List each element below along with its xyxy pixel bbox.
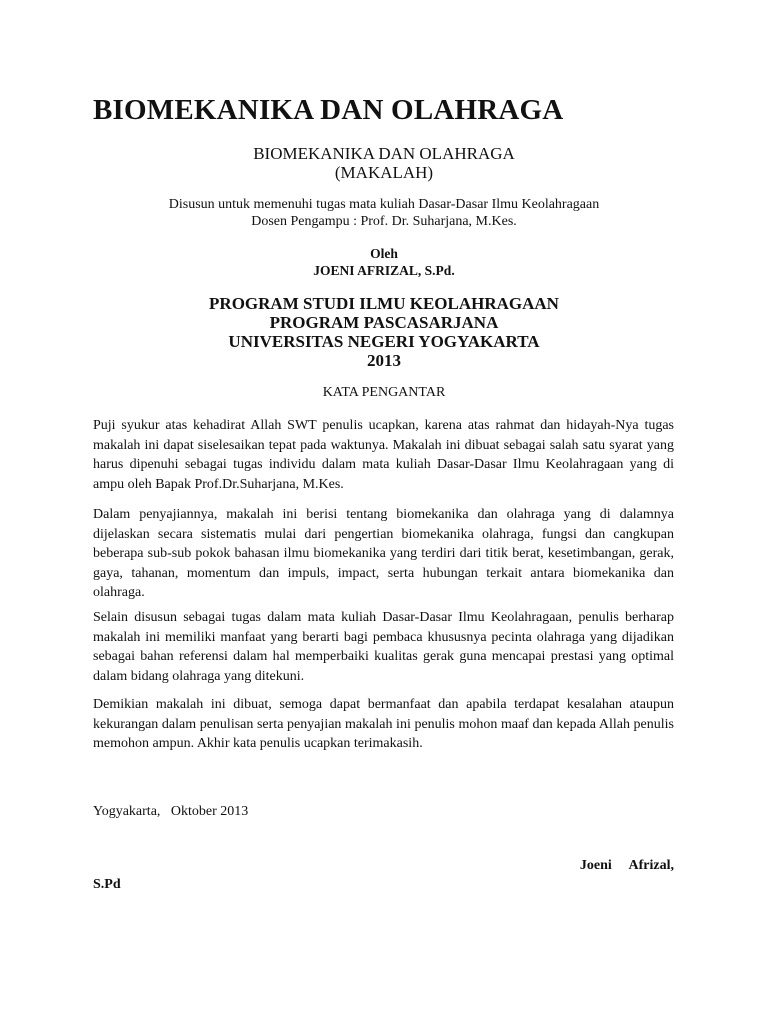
foreword-paragraph-1: Puji syukur atas kehadirat Allah SWT penulis ucapkan, karena atas rahmat dan hidayah-Nya tugas makalah ini dapat siselesaikan tepat pada waktunya. Makalah ini dibuat sebagai salah satu syarat yang harus dipenuhi sebagai tugas individu dalam mata kuliah Dasar-Dasar Ilmu Keolahragaan yang di ampu oleh Bapak Prof.Dr.Suharjana, M.Kes. xyxy=(93,418,674,492)
institution-program-study: PROGRAM STUDI ILMU KEOLAHRAGAAN xyxy=(209,294,559,313)
cover-purpose-line2: Dosen Pengampu : Prof. Dr. Suharjana, M.Kes. xyxy=(251,214,517,229)
foreword-heading: KATA PENGANTAR xyxy=(322,385,446,400)
signature-degree: S.Pd xyxy=(93,877,121,892)
cover-author: JOENI AFRIZAL, S.Pd. xyxy=(313,263,455,278)
cover-purpose-line1: Disusun untuk memenuhi tugas mata kuliah Dasar-Dasar Ilmu Keolahragaan xyxy=(168,197,600,212)
institution-university: UNIVERSITAS NEGERI YOGYAKARTA xyxy=(228,332,540,351)
foreword-paragraph-3: Selain disusun sebagai tugas dalam mata kuliah Dasar-Dasar Ilmu Keolahragaan, penulis berharap makalah ini memiliki manfaat yang berarti bagi pembaca khususnya pecinta olahraga yang dijadikan sebagai bahan referensi dalam hal memperbaiki kualitas gerak guna mencapai prestasi yang optimal dalam bidang olahraga yang ditekuni. xyxy=(93,610,674,684)
cover-by-label: Oleh xyxy=(370,246,398,261)
foreword-paragraph-4: Demikian makalah ini dibuat, semoga dapat bermanfaat dan apabila terdapat kesalahan ataupun kekurangan dalam penulisan serta penyajian makalah ini penulis mohon maaf dan kepada Allah penulis memohon ampun. Akhir kata penulis ucapkan terimakasih. xyxy=(93,697,674,752)
document-main-title: BIOMEKANIKA DAN OLAHRAGA xyxy=(93,94,564,126)
institution-year: 2013 xyxy=(367,351,401,370)
signature-name: Joeni Afrizal, xyxy=(579,858,674,873)
cover-title-line1: BIOMEKANIKA DAN OLAHRAGA xyxy=(253,144,515,163)
signoff-place-date: Yogyakarta, Oktober 2013 xyxy=(93,804,249,819)
cover-title-line2: (MAKALAH) xyxy=(334,163,434,182)
institution-graduate-program: PROGRAM PASCASARJANA xyxy=(269,313,499,332)
foreword-paragraph-2: Dalam penyajiannya, makalah ini berisi tentang biomekanika dan olahraga yang di dalamnya dijelaskan secara sistematis mulai dari pengertian biomekanika olahraga, fungsi dan cangkupan beberapa sub-sub pokok bahasan ilmu biomekanika yang terdiri dari titik berat, kesetimbangan, gerak, gaya, tahanan, momentum dan impuls, impact, serta hubungan terkait antara biomekanika dan olahraga. xyxy=(93,507,674,601)
